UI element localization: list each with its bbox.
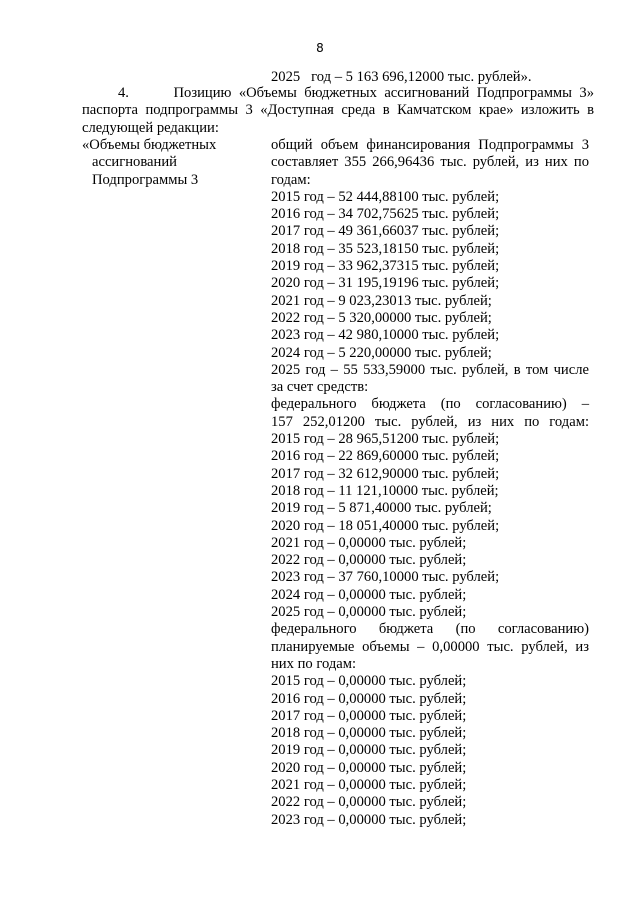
content-line: общий объем финансирования Подпрограммы 3 — [271, 137, 589, 153]
content-line: 2015 год – 52 444,88100 тыс. рублей; — [271, 188, 500, 205]
content-line: 2025 год – 0,00000 тыс. рублей; — [271, 604, 467, 621]
content-line: составляет 355 266,96436 тыс. рублей, из них по — [271, 154, 589, 171]
previous-item-last-line: 2025 год – 5 163 696,12000 тыс. рублей». — [271, 69, 532, 85]
content-line: 2019 год – 33 962,37315 тыс. рублей; — [271, 258, 500, 275]
content-line: 2022 год – 0,00000 тыс. рублей; — [271, 552, 467, 569]
position-label-line: «Объемы бюджетных — [82, 137, 217, 153]
position-label — [82, 137, 262, 189]
content-line: 2015 год – 28 965,51200 тыс. рублей; — [271, 431, 500, 448]
content-line: 2023 год – 42 980,10000 тыс. рублей; — [271, 327, 500, 344]
content-line: 2024 год – 5 220,00000 тыс. рублей; — [271, 344, 492, 361]
content-line: 2019 год – 0,00000 тыс. рублей; — [271, 742, 467, 759]
content-line: 2024 год – 0,00000 тыс. рублей; — [271, 586, 467, 603]
content-line: 2021 год – 9 023,23013 тыс. рублей; — [271, 292, 492, 309]
content-line: 2025 год – 55 533,59000 тыс. рублей, в том числе — [271, 361, 589, 378]
position-content — [271, 137, 589, 829]
content-line: 2018 год – 35 523,18150 тыс. рублей; — [271, 240, 500, 257]
content-line: федерального бюджета (по согласованию) – — [271, 396, 589, 413]
page-number: 8 — [316, 41, 324, 55]
content-line: 2017 год – 49 361,66037 тыс. рублей; — [271, 223, 500, 240]
content-line: 2020 год – 18 051,40000 тыс. рублей; — [271, 517, 500, 534]
content-line: 2020 год – 0,00000 тыс. рублей; — [271, 759, 467, 776]
position-label-line: Подпрограммы 3 — [92, 171, 199, 188]
content-line: федерального бюджета (по согласованию) — [271, 621, 589, 638]
position-label-line: ассигнований — [92, 154, 177, 171]
content-line: них по годам: — [271, 655, 357, 672]
content-line: 157 252,01200 тыс. рублей, из них по годам: — [271, 413, 589, 430]
content-line: 2018 год – 11 121,10000 тыс. рублей; — [271, 482, 499, 499]
paragraph-line-1: 4. Позицию «Объемы бюджетных ассигнований Подпрограммы 3» — [118, 85, 594, 101]
content-line: 2021 год – 0,00000 тыс. рублей; — [271, 534, 467, 551]
content-line: 2020 год – 31 195,19196 тыс. рублей; — [271, 275, 500, 292]
content-line: 2019 год – 5 871,40000 тыс. рублей; — [271, 500, 492, 517]
paragraph-line-2: паспорта подпрограммы 3 «Доступная среда в Камчатском крае» изложить в — [82, 102, 594, 119]
content-line: 2022 год – 5 320,00000 тыс. рублей; — [271, 309, 492, 326]
content-line: планируемые объемы – 0,00000 тыс. рублей, из — [271, 638, 589, 655]
content-line: 2021 год – 0,00000 тыс. рублей; — [271, 776, 467, 793]
content-line: 2022 год – 0,00000 тыс. рублей; — [271, 794, 467, 811]
content-line: 2017 год – 32 612,90000 тыс. рублей; — [271, 465, 500, 482]
item-4-paragraph — [82, 85, 594, 137]
content-line: 2016 год – 0,00000 тыс. рублей; — [271, 690, 467, 707]
content-line: 2018 год – 0,00000 тыс. рублей; — [271, 725, 467, 742]
content-line: 2023 год – 0,00000 тыс. рублей; — [271, 811, 467, 828]
content-line: за счет средств: — [271, 379, 369, 396]
content-line: 2015 год – 0,00000 тыс. рублей; — [271, 673, 467, 690]
paragraph-line-3: следующей редакции: — [82, 119, 219, 136]
content-line: 2016 год – 34 702,75625 тыс. рублей; — [271, 206, 500, 223]
content-line: годам: — [271, 171, 311, 188]
content-line: 2023 год – 37 760,10000 тыс. рублей; — [271, 569, 500, 586]
content-line: 2016 год – 22 869,60000 тыс. рублей; — [271, 448, 500, 465]
content-line: 2017 год – 0,00000 тыс. рублей; — [271, 707, 467, 724]
